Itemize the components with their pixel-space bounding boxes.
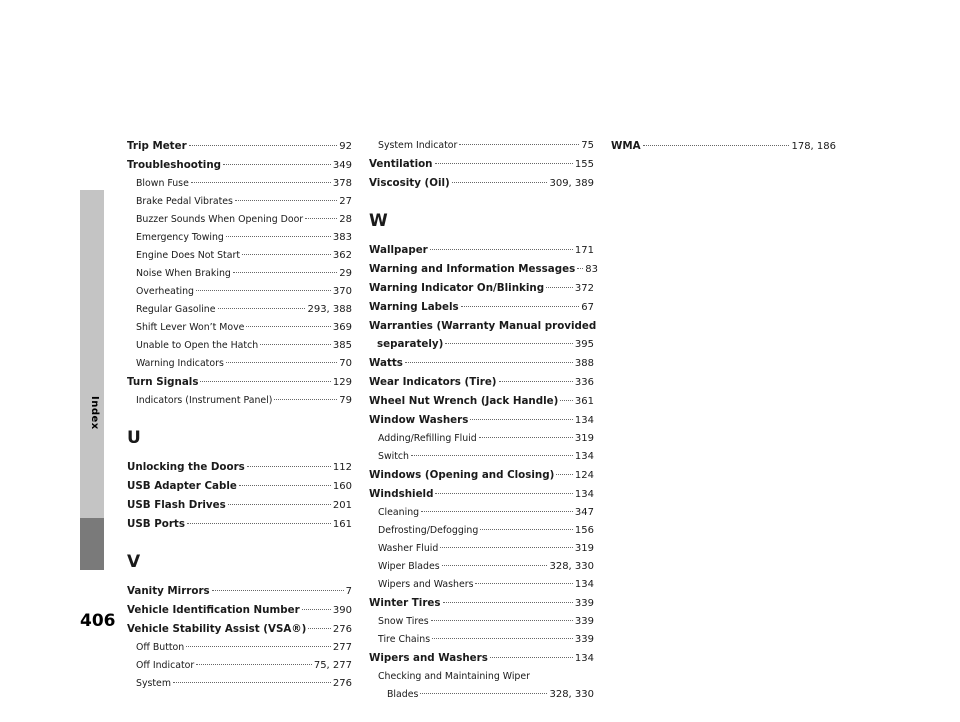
index-page-ref[interactable]: 134 xyxy=(574,653,594,664)
index-entry[interactable] xyxy=(369,354,594,373)
index-page-ref[interactable]: 171 xyxy=(574,245,594,256)
dot-leader xyxy=(431,620,573,621)
dot-leader xyxy=(430,249,573,250)
index-page-ref[interactable]: 339 xyxy=(574,616,594,627)
index-subentry[interactable] xyxy=(127,193,352,211)
index-page-ref[interactable]: 75, 277 xyxy=(313,660,352,671)
index-page-ref[interactable]: 134 xyxy=(574,489,594,500)
index-term: Wiper Blades xyxy=(378,561,440,572)
index-entry[interactable] xyxy=(611,137,836,156)
dot-leader xyxy=(546,287,573,288)
dot-leader xyxy=(475,583,572,584)
dot-leader xyxy=(247,466,331,467)
index-subentry[interactable] xyxy=(369,504,594,522)
index-term: Watts xyxy=(369,357,403,369)
dot-leader xyxy=(223,164,331,165)
index-term: Blown Fuse xyxy=(136,178,189,189)
index-subentry[interactable] xyxy=(127,283,352,301)
index-page-ref[interactable]: 349 xyxy=(332,160,352,171)
index-subentry[interactable] xyxy=(127,355,352,373)
index-subentry[interactable] xyxy=(369,668,594,686)
index-term: Vanity Mirrors xyxy=(127,585,210,597)
index-term: Overheating xyxy=(136,286,195,297)
index-term: Off Indicator xyxy=(136,660,195,671)
index-term: WMA xyxy=(611,140,641,152)
index-subentry[interactable] xyxy=(369,137,594,155)
index-entry[interactable] xyxy=(369,594,594,613)
index-term: System xyxy=(136,678,171,689)
index-term: Trip Meter xyxy=(127,140,187,152)
dot-leader xyxy=(480,529,573,530)
index-subentry[interactable] xyxy=(369,686,594,704)
index-term: Warranties (Warranty Manual provided xyxy=(369,320,597,332)
index-term: Turn Signals xyxy=(127,376,199,388)
index-subentry[interactable] xyxy=(369,448,594,466)
index-term: System Indicator xyxy=(378,140,458,151)
index-entry[interactable] xyxy=(369,174,594,193)
dot-leader xyxy=(191,182,331,183)
index-term: USB Flash Drives xyxy=(127,499,226,511)
index-entry[interactable] xyxy=(369,466,594,485)
index-term: Wallpaper xyxy=(369,244,428,256)
index-term: Buzzer Sounds When Opening Door xyxy=(136,214,304,225)
dot-leader xyxy=(577,268,583,269)
index-term: Wear Indicators (Tire) xyxy=(369,376,497,388)
index-subentry[interactable] xyxy=(369,576,594,594)
dot-leader xyxy=(499,381,573,382)
index-term: Troubleshooting xyxy=(127,159,222,171)
index-term: Noise When Braking xyxy=(136,268,231,279)
index-entry[interactable] xyxy=(369,373,594,392)
dot-leader xyxy=(235,200,337,201)
index-subentry[interactable] xyxy=(369,522,594,540)
index-page-ref[interactable]: 129 xyxy=(332,377,352,388)
index-term: Warning and Information Messages xyxy=(369,263,576,275)
index-page-ref[interactable]: 124 xyxy=(574,470,594,481)
index-page-ref[interactable]: 92 xyxy=(339,141,352,152)
index-entry[interactable] xyxy=(127,137,352,156)
dot-leader xyxy=(470,419,573,420)
index-letter-heading: V xyxy=(127,552,141,572)
index-term: Ventilation xyxy=(369,158,433,170)
index-subentry[interactable] xyxy=(369,430,594,448)
index-page-ref[interactable]: 29 xyxy=(339,268,352,279)
index-page-ref[interactable]: 293, 388 xyxy=(307,304,352,315)
dot-leader xyxy=(461,306,580,307)
dot-leader xyxy=(233,272,337,273)
index-entry[interactable] xyxy=(369,335,594,354)
index-page-ref[interactable]: 378 xyxy=(332,178,352,189)
dot-leader xyxy=(643,145,790,146)
index-term: separately) xyxy=(377,338,444,350)
index-page-ref[interactable]: 67 xyxy=(581,302,594,313)
index-entry[interactable] xyxy=(369,649,594,668)
index-subentry[interactable] xyxy=(127,211,352,229)
dot-leader xyxy=(187,523,331,524)
index-page-ref[interactable]: 161 xyxy=(332,519,352,530)
dot-leader xyxy=(443,602,573,603)
index-subentry[interactable] xyxy=(127,319,352,337)
dot-leader xyxy=(556,474,573,475)
index-entry[interactable] xyxy=(127,496,352,515)
index-term: Adding/Refilling Fluid xyxy=(378,433,477,444)
dot-leader xyxy=(246,326,330,327)
dot-leader xyxy=(196,290,331,291)
index-term: Off Button xyxy=(136,642,185,653)
index-page-ref[interactable]: 339 xyxy=(574,634,594,645)
index-subentry[interactable] xyxy=(369,558,594,576)
index-term: Warning Indicator On/Blinking xyxy=(369,282,545,294)
index-page-ref[interactable]: 112 xyxy=(332,462,352,473)
index-term: USB Adapter Cable xyxy=(127,480,237,492)
index-term: Warning Indicators xyxy=(136,358,224,369)
dot-leader xyxy=(200,381,330,382)
index-tab[interactable] xyxy=(80,190,104,570)
index-entry[interactable] xyxy=(127,620,352,639)
dot-leader xyxy=(196,664,312,665)
index-entry[interactable] xyxy=(369,317,597,335)
index-page-ref[interactable]: 370 xyxy=(332,286,352,297)
dot-leader xyxy=(420,693,547,694)
index-subentry[interactable] xyxy=(369,631,594,649)
index-page-ref[interactable]: 319 xyxy=(574,433,594,444)
index-term: Windshield xyxy=(369,488,434,500)
index-entry[interactable] xyxy=(127,373,352,392)
index-page-ref[interactable]: 160 xyxy=(332,481,352,492)
index-term: Regular Gasoline xyxy=(136,304,216,315)
index-term: Vehicle Stability Assist (VSA®) xyxy=(127,623,307,635)
index-subentry[interactable] xyxy=(127,175,352,193)
index-term: Viscosity (Oil) xyxy=(369,177,450,189)
index-page-ref[interactable]: 328, 330 xyxy=(549,561,594,572)
index-term: Vehicle Identification Number xyxy=(127,604,300,616)
dot-leader xyxy=(189,145,338,146)
index-entry[interactable] xyxy=(369,241,594,260)
index-page-ref[interactable]: 156 xyxy=(574,525,594,536)
dot-leader xyxy=(218,308,306,309)
dot-leader xyxy=(212,590,344,591)
index-page-ref[interactable]: 309, 389 xyxy=(549,178,594,189)
dot-leader xyxy=(411,455,573,456)
index-page-ref[interactable]: 395 xyxy=(574,339,594,350)
index-page-ref[interactable]: 328, 330 xyxy=(549,689,594,700)
index-subentry[interactable] xyxy=(127,657,352,675)
dot-leader xyxy=(239,485,331,486)
index-letter-heading: U xyxy=(127,428,141,448)
index-tab-marker xyxy=(80,518,104,570)
index-page-ref[interactable]: 336 xyxy=(574,377,594,388)
index-subentry[interactable] xyxy=(127,675,352,693)
dot-leader xyxy=(274,399,337,400)
index-term: Winter Tires xyxy=(369,597,441,609)
dot-leader xyxy=(260,344,331,345)
dot-leader xyxy=(242,254,331,255)
index-column-1 xyxy=(127,137,352,693)
index-entry[interactable] xyxy=(127,156,352,175)
index-page-ref[interactable]: 79 xyxy=(339,395,352,406)
index-page-ref[interactable]: 388 xyxy=(574,358,594,369)
index-page-ref[interactable]: 276 xyxy=(332,678,352,689)
index-page-ref[interactable]: 134 xyxy=(574,579,594,590)
index-term: Unlocking the Doors xyxy=(127,461,245,473)
index-term: Emergency Towing xyxy=(136,232,224,243)
index-subentry[interactable] xyxy=(127,247,352,265)
index-term: Cleaning xyxy=(378,507,420,518)
index-term: USB Ports xyxy=(127,518,185,530)
dot-leader xyxy=(435,163,573,164)
dot-leader xyxy=(432,638,573,639)
index-term: Tire Chains xyxy=(378,634,431,645)
index-page-ref[interactable]: 70 xyxy=(339,358,352,369)
index-page-ref[interactable]: 369 xyxy=(332,322,352,333)
index-page-ref[interactable]: 390 xyxy=(332,605,352,616)
index-subentry[interactable] xyxy=(127,392,352,410)
dot-leader xyxy=(452,182,548,183)
dot-leader xyxy=(228,504,331,505)
index-entry[interactable] xyxy=(369,485,594,504)
index-subentry[interactable] xyxy=(127,301,352,319)
index-entry[interactable] xyxy=(127,458,352,477)
index-entry[interactable] xyxy=(369,392,594,411)
index-term: Wheel Nut Wrench (Jack Handle) xyxy=(369,395,559,407)
dot-leader xyxy=(302,609,331,610)
dot-leader xyxy=(421,511,573,512)
index-entry[interactable] xyxy=(127,582,352,601)
index-term: Switch xyxy=(378,451,409,462)
index-subentry[interactable] xyxy=(127,337,352,355)
index-entry[interactable] xyxy=(369,279,594,298)
index-page-ref[interactable]: 319 xyxy=(574,543,594,554)
index-subentry[interactable] xyxy=(127,265,352,283)
dot-leader xyxy=(445,343,573,344)
index-entry[interactable] xyxy=(127,601,352,620)
index-term: Wipers and Washers xyxy=(378,579,474,590)
index-page-ref[interactable]: 155 xyxy=(574,159,594,170)
index-page-ref[interactable]: 372 xyxy=(574,283,594,294)
index-page-ref[interactable]: 339 xyxy=(574,598,594,609)
index-entry[interactable] xyxy=(369,298,594,317)
index-page-ref[interactable]: 277 xyxy=(332,642,352,653)
index-column-2 xyxy=(369,137,598,704)
index-term: Warning Labels xyxy=(369,301,459,313)
dot-leader xyxy=(560,400,573,401)
index-entry[interactable] xyxy=(369,155,594,174)
dot-leader xyxy=(405,362,573,363)
index-subentry[interactable] xyxy=(369,540,594,558)
index-page-ref[interactable]: 383 xyxy=(332,232,352,243)
index-page-ref[interactable]: 385 xyxy=(332,340,352,351)
dot-leader xyxy=(305,218,337,219)
dot-leader xyxy=(490,657,573,658)
index-term: Blades xyxy=(387,689,419,700)
index-subentry[interactable] xyxy=(369,613,594,631)
index-entry[interactable] xyxy=(127,477,352,496)
index-page-ref[interactable]: 201 xyxy=(332,500,352,511)
index-tab-label: Index xyxy=(89,396,100,430)
index-letter-heading: W xyxy=(369,211,388,231)
index-page-ref[interactable]: 361 xyxy=(574,396,594,407)
index-page-ref[interactable]: 347 xyxy=(574,507,594,518)
index-term: Brake Pedal Vibrates xyxy=(136,196,233,207)
index-term: Windows (Opening and Closing) xyxy=(369,469,555,481)
dot-leader xyxy=(459,144,579,145)
dot-leader xyxy=(442,565,548,566)
index-page-ref[interactable]: 362 xyxy=(332,250,352,261)
index-page-ref[interactable]: 134 xyxy=(574,451,594,462)
index-term: Indicators (Instrument Panel) xyxy=(136,395,273,406)
page-number: 406 xyxy=(80,611,116,631)
index-entry[interactable] xyxy=(369,411,594,430)
index-page-ref[interactable]: 83 xyxy=(585,264,598,275)
index-page-ref[interactable]: 276 xyxy=(332,624,352,635)
dot-leader xyxy=(173,682,331,683)
index-page-ref[interactable]: 178, 186 xyxy=(791,141,836,152)
index-term: Wipers and Washers xyxy=(369,652,488,664)
dot-leader xyxy=(226,362,337,363)
dot-leader xyxy=(435,493,572,494)
dot-leader xyxy=(308,628,331,629)
index-subentry[interactable] xyxy=(127,229,352,247)
index-term: Washer Fluid xyxy=(378,543,439,554)
dot-leader xyxy=(226,236,331,237)
dot-leader xyxy=(186,646,331,647)
index-page-ref[interactable]: 7 xyxy=(345,586,352,597)
index-term: Unable to Open the Hatch xyxy=(136,340,259,351)
index-term: Snow Tires xyxy=(378,616,429,627)
index-term: Window Washers xyxy=(369,414,469,426)
index-column-3 xyxy=(611,137,836,156)
index-entry[interactable] xyxy=(127,515,352,534)
index-term: Shift Lever Won’t Move xyxy=(136,322,245,333)
index-page-ref[interactable]: 134 xyxy=(574,415,594,426)
dot-leader xyxy=(440,547,573,548)
index-term: Engine Does Not Start xyxy=(136,250,241,261)
index-page-ref[interactable]: 75 xyxy=(581,140,594,151)
dot-leader xyxy=(479,437,573,438)
index-subentry[interactable] xyxy=(127,639,352,657)
index-term: Checking and Maintaining Wiper xyxy=(378,671,531,682)
index-page-ref[interactable]: 28 xyxy=(339,214,352,225)
index-entry[interactable] xyxy=(369,260,598,279)
index-page-ref[interactable]: 27 xyxy=(339,196,352,207)
index-term: Defrosting/Defogging xyxy=(378,525,479,536)
